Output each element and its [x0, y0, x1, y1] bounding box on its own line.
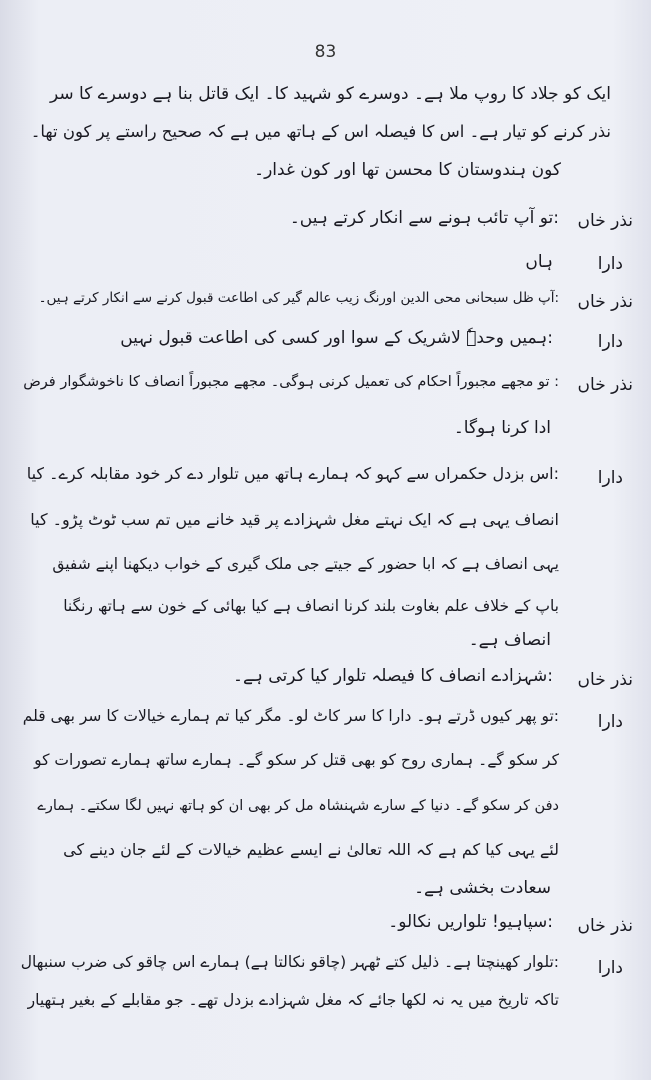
dialogue-line: :تو پھر کیوں ڈرتے ہو۔ دارا کا سر کاٹ لو۔ مگر کیا تم ہمارے خیالات کا سر بھی قلم	[22, 707, 559, 725]
dialogue-line: انصاف ہے۔	[468, 630, 551, 650]
dialogue-line: دفن کر سکو گے۔ دنیا کے سارے شہنشاہ مل کر بھی ان کو ہاتھ نہیں لگا سکتے۔ ہمارے	[37, 798, 559, 814]
speaker-label: دارا	[597, 468, 623, 488]
speaker-label: دارا	[597, 332, 623, 352]
dialogue-line: باپ کے خلاف علم بغاوت بلند کرنا انصاف ہے کیا بھائی کے خون سے ہاتھ رنگنا	[63, 597, 559, 615]
dialogue-line: کر سکو گے۔ ہماری روح کو بھی قتل کر سکو گے۔ ہمارے ساتھ ہمارے تصورات کو	[34, 751, 559, 769]
speaker-label: دارا	[597, 958, 623, 978]
page-number: 83	[314, 42, 337, 62]
dialogue-line: ہاں	[525, 252, 553, 272]
dialogue-line: : تو مجھے مجبوراً احکام کی تعمیل کرنی ہوگی۔ مجھے مجبوراً انصاف کا ناخوشگوار فرض	[23, 374, 559, 390]
speaker-label: نذر خاں	[577, 670, 633, 690]
speaker-label: نذر خاں	[577, 375, 633, 395]
intro-line: ایک کو جلاد کا روپ ملا ہے۔ دوسرے کو شہید کا۔ ایک قاتل بنا ہے دوسرے کا سر	[50, 84, 611, 104]
dialogue-line: لئے یہی کیا کم ہے کہ اللہ تعالیٰ نے ایسے عظیم خیالات کے لئے جان دینے کی	[63, 840, 559, 859]
dialogue-line: :تو آپ تائب ہونے سے انکار کرتے ہیں۔	[289, 208, 559, 228]
dialogue-line: یہی انصاف ہے کہ ابا حضور کے جیتے جی ملک گیری کے خواب دیکھنا اپنے شفیق	[52, 555, 559, 573]
dialogue-line: :اس بزدل حکمراں سے کہو کہ ہمارے ہاتھ میں تلوار دے کر خود مقابلہ کرے۔ کیا	[26, 464, 559, 483]
dialogue-line: :تلوار کھینچتا ہے۔ ذلیل کتے ٹھہر (چاقو نکالتا ہے) ہمارے اس چاقو کی ضرب سنبھال	[20, 953, 559, 971]
dialogue-line: :سپاہیو! تلواریں نکالو۔	[388, 912, 553, 932]
dialogue-line: انصاف یہی ہے کہ ایک نہتے مغل شہزادے پر قید خانے میں تم سب ٹوٹ پڑو۔ کیا	[30, 510, 559, 529]
dialogue-line: تاکہ تاریخ میں یہ نہ لکھا جائے کہ مغل شہزادے بزدل تھے۔ جو مقابلے کے بغیر ہتھیار	[27, 991, 559, 1009]
intro-line: نذر کرنے کو تیار ہے۔ اس کا فیصلہ اس کے ہاتھ میں ہے کہ صحیح راستے پر کون تھا۔	[30, 122, 611, 141]
dialogue-line: :شہزادے انصاف کا فیصلہ تلوار کیا کرتی ہے۔	[233, 666, 553, 686]
intro-line: کون ہندوستان کا محسن تھا اور کون غدار۔	[254, 160, 561, 180]
speaker-label: نذر خاں	[577, 292, 633, 312]
dialogue-line: :آپ ظل سبحانی محی الدین اورنگ زیب عالم گیر کی اطاعت قبول کرنے سے انکار کرتے ہیں۔	[38, 290, 559, 306]
speaker-label: دارا	[597, 712, 623, 732]
speaker-label: نذر خاں	[577, 211, 633, 231]
speaker-label: نذر خاں	[577, 916, 633, 936]
speaker-label: دارا	[597, 254, 623, 274]
dialogue-line: سعادت بخشی ہے۔	[414, 878, 551, 898]
dialogue-line: :ہمیں وحدہٗ لاشریک کے سوا اور کسی کی اطاعت قبول نہیں	[120, 328, 553, 348]
dialogue-line: ادا کرنا ہوگا۔	[453, 418, 551, 438]
